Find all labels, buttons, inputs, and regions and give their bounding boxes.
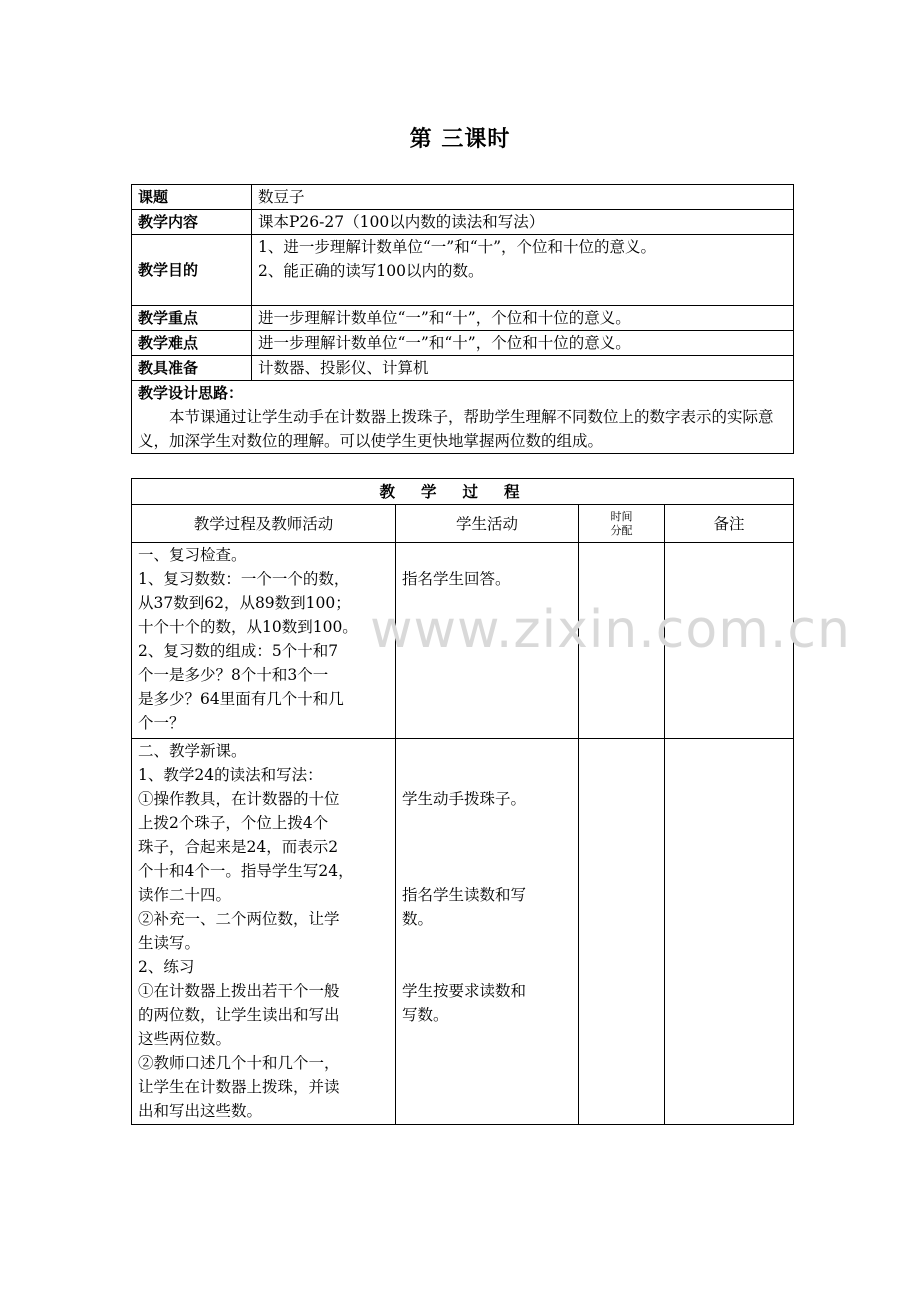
content-label: 教学内容 [132, 210, 252, 235]
tools-value: 计数器、投影仪、计算机 [252, 356, 794, 381]
col-time-line1: 时间 [610, 509, 633, 523]
topic-label: 课题 [132, 185, 252, 210]
goal-line: 1、进一步理解计数单位“一”和“十”，个位和十位的意义。 [258, 238, 657, 256]
watermark: www.zixin.com.cn [370, 600, 851, 660]
key-label: 教学重点 [132, 306, 252, 331]
text-line: 是多少？64里面有几个十和几 [138, 690, 344, 708]
text-line: 数。 [402, 910, 434, 928]
lesson-info-table [131, 184, 794, 454]
process-heading: 教学过程 [132, 479, 794, 505]
text-line: 出和写出这些数。 [138, 1102, 263, 1120]
goals-value [252, 235, 794, 306]
text-line: 写数。 [402, 1006, 449, 1024]
goal-line: 2、能正确的读写100以内的数。 [258, 262, 484, 280]
section2-time [579, 739, 665, 1125]
text-line: 让学生在计数器上拨珠，并读 [138, 1078, 340, 1096]
section1-teacher [132, 543, 396, 739]
text-line: ②补充一、二个两位数，让学 [138, 910, 340, 928]
difficulty-value: 进一步理解计数单位“一”和“十”，个位和十位的意义。 [252, 331, 794, 356]
process-table [131, 478, 794, 1125]
text-line: 个一？ [138, 714, 185, 732]
text-line: 生读写。 [138, 934, 201, 952]
text-line: 指名学生回答。 [402, 570, 511, 588]
tools-label: 教具准备 [132, 356, 252, 381]
text-line: 2、复习数的组成：5个十和7 [138, 642, 339, 660]
key-value: 进一步理解计数单位“一”和“十”，个位和十位的意义。 [252, 306, 794, 331]
text-line: ①操作教具，在计数器的十位 [138, 790, 340, 808]
section2-teacher [132, 739, 396, 1125]
content-value: 课本P26-27（100以内数的读法和写法） [252, 210, 794, 235]
section1-student [396, 543, 579, 739]
section1-time [579, 543, 665, 739]
col-notes: 备注 [665, 505, 794, 543]
col-teacher: 教学过程及教师活动 [132, 505, 396, 543]
section2-student [396, 739, 579, 1125]
text-line: 2、练习 [138, 958, 195, 976]
topic-value: 数豆子 [252, 185, 794, 210]
design-text: 本节课通过让学生动手在计数器上拨珠子，帮助学生理解不同数位上的数字表示的实际意义，加深学生对数位的理解。可以使学生更快地掌握两位数的组成。 [138, 408, 774, 450]
text-line: 十个十个的数，从10数到100。 [138, 618, 358, 636]
text-line: 学生按要求读数和 [402, 982, 527, 1000]
text-line: 珠子，合起来是24，而表示2 [138, 838, 339, 856]
text-line: 个十和4个一。指导学生写24， [138, 862, 354, 880]
col-time-line2: 分配 [610, 523, 633, 537]
design-cell [132, 381, 794, 454]
text-line: 一、复习检查。 [138, 546, 247, 564]
text-line: 上拨2个珠子，个位上拨4个 [138, 814, 329, 832]
design-label: 教学设计思路： [138, 384, 244, 402]
text-line: ②教师口述几个十和几个一， [138, 1054, 340, 1072]
page-title: 第 三课时 [409, 127, 511, 152]
text-line: 二、教学新课。 [138, 742, 247, 760]
text-line: 的两位数，让学生读出和写出 [138, 1006, 340, 1024]
col-time [579, 505, 665, 543]
section2-notes [665, 739, 794, 1125]
text-line: 1、复习数数：一个一个的数， [138, 570, 350, 588]
text-line: ①在计数器上拨出若干个一般 [138, 982, 340, 1000]
difficulty-label: 教学难点 [132, 331, 252, 356]
text-line: 个一是多少？8个十和3个一 [138, 666, 329, 684]
text-line: 学生动手拨珠子。 [402, 790, 527, 808]
text-line: 指名学生读数和写 [402, 886, 527, 904]
text-line: 1、教学24的读法和写法： [138, 766, 323, 784]
goals-label: 教学目的 [132, 235, 252, 306]
col-student: 学生活动 [396, 505, 579, 543]
text-line: 读作二十四。 [138, 886, 232, 904]
text-line: 从37数到62，从89数到100； [138, 594, 351, 612]
text-line: 这些两位数。 [138, 1030, 232, 1048]
section1-notes [665, 543, 794, 739]
